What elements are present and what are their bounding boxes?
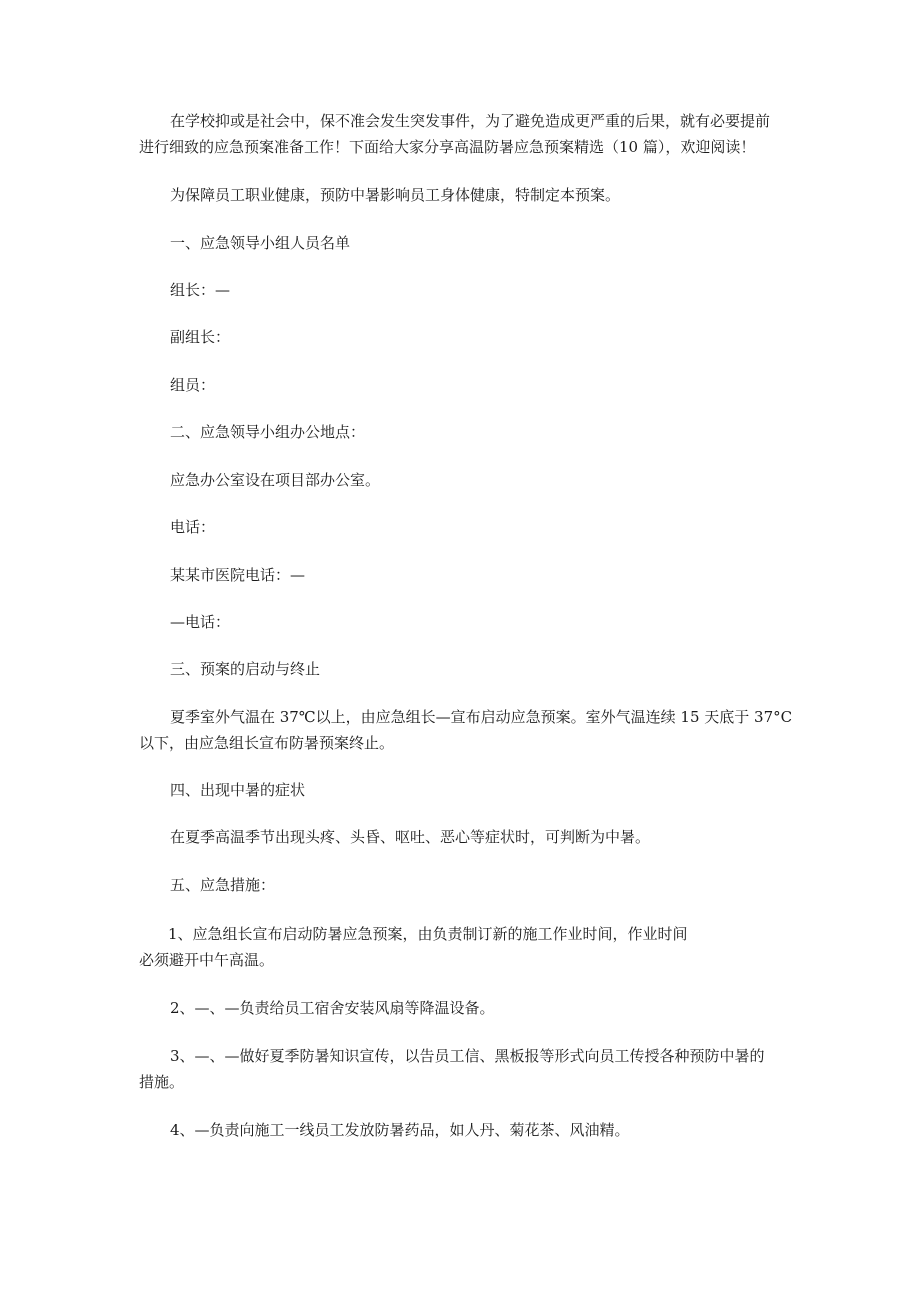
leader-line: 组长：— <box>170 281 231 299</box>
symptoms-paragraph: 在夏季高温季节出现头疼、头昏、呕吐、恶心等症状时，可判断为中暑。 <box>170 828 651 846</box>
intro-line-1: 在学校抑或是社会中，保不准会发生突发事件，为了避免造成更严重的后果，就有必要提前 <box>170 112 771 130</box>
section-heading-2: 二、应急领导小组办公地点： <box>170 423 366 441</box>
office-location-line: 应急办公室设在项目部办公室。 <box>170 471 381 489</box>
section-heading-1: 一、应急领导小组人员名单 <box>170 234 351 252</box>
measure-1-line-2: 必须避开中午高温。 <box>139 951 275 969</box>
start-stop-line-2: 以下，由应急组长宣布防暑预案终止。 <box>139 734 395 752</box>
section-heading-4: 四、出现中暑的症状 <box>170 781 306 799</box>
measure-3-line-1: 3、—、—做好夏季防暑知识宣传，以告员工信、黑板报等形式向员工传授各种预防中暑的 <box>170 1047 765 1065</box>
deputy-leader-line: 副组长： <box>170 328 231 346</box>
section-heading-3: 三、预案的启动与终止 <box>170 660 321 678</box>
measure-3-line-2: 措施。 <box>139 1073 185 1091</box>
intro-line-2: 进行细致的应急预案准备工作！下面给大家分享高温防暑应急预案精选（10 篇），欢迎阅读！ <box>139 138 756 156</box>
hospital-phone-line: 某某市医院电话：— <box>170 566 306 584</box>
section-heading-5: 五、应急措施： <box>170 876 276 894</box>
other-phone-line: —电话： <box>170 613 231 631</box>
members-line: 组员： <box>170 376 216 394</box>
start-stop-line-1: 夏季室外气温在 37℃以上，由应急组长—宣布启动应急预案。室外气温连续 15 天底于 37°C <box>170 708 793 726</box>
measure-1-line-1: 1、应急组长宣布启动防暑应急预案，由负责制订新的施工作业时间，作业时间 <box>168 925 688 943</box>
phone-line: 电话： <box>170 518 216 536</box>
purpose-paragraph: 为保障员工职业健康，预防中暑影响员工身体健康，特制定本预案。 <box>170 186 621 204</box>
measure-2-line: 2、—、—负责给员工宿舍安装风扇等降温设备。 <box>170 999 495 1017</box>
measure-4-line: 4、—负责向施工一线员工发放防暑药品，如人丹、菊花茶、风油精。 <box>170 1121 630 1139</box>
